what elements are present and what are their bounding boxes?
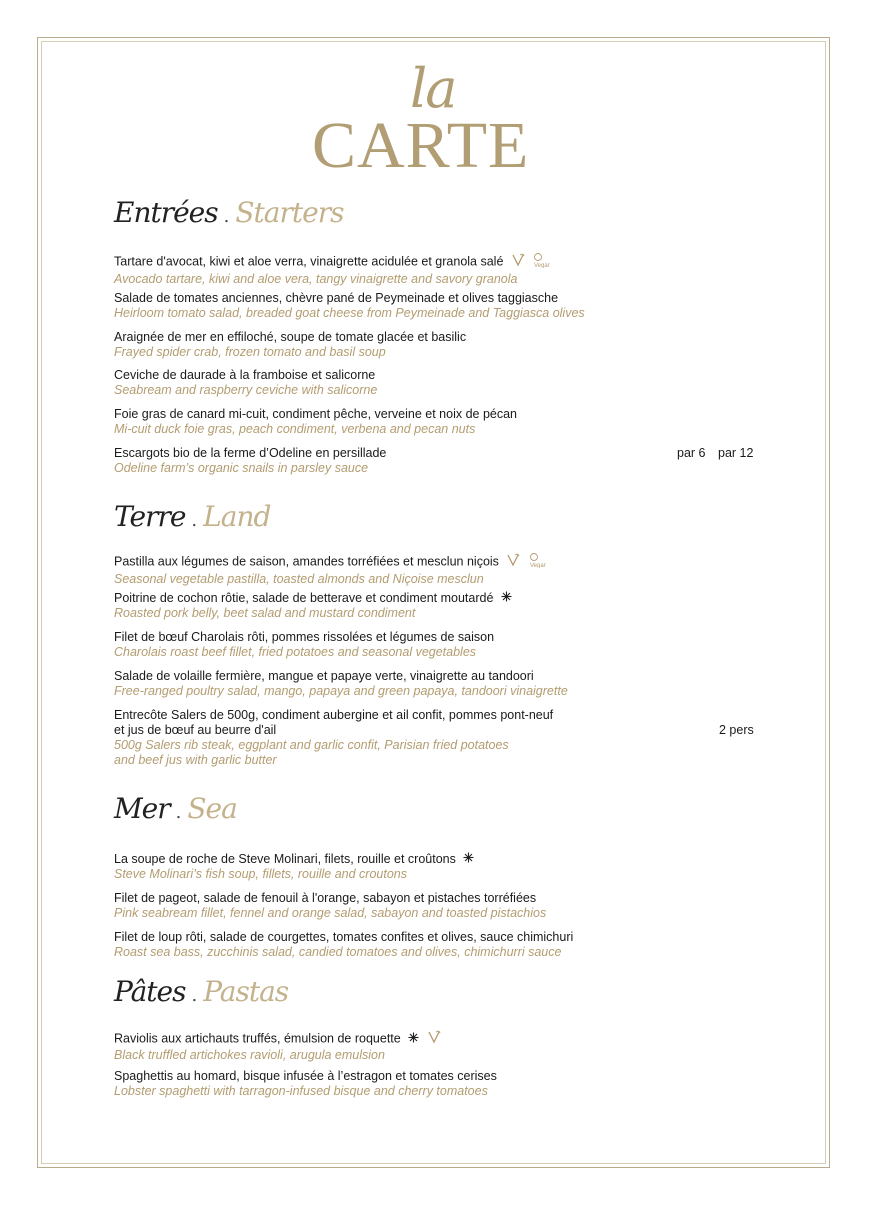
menu-item [114, 669, 774, 699]
section-title-en: Pastas [203, 975, 289, 1008]
price-label: par 6 [677, 446, 706, 460]
dish-name-en: Free-ranged poultry salad, mango, papaya and green papaya, tandoori vinaigrette [114, 684, 568, 698]
menu-item [114, 368, 774, 398]
menu-item [114, 552, 774, 587]
dish-name-fr: Entrecôte Salers de 500g, condiment aubergine et ail confit, pommes pont-neuf [114, 708, 554, 722]
dish-name-fr: Ceviche de daurade à la framboise et salicorne [114, 368, 376, 382]
dish-name-fr: La soupe de roche de Steve Molinari, filets, rouille et croûtons [114, 852, 456, 866]
dish-name-en: Steve Molinari’s fish soup, fillets, rouille and croutons [114, 867, 407, 882]
dish-name-fr: Filet de pageot, salade de fenouil à l'orange, sabayon et pistaches torréfiées [114, 891, 537, 905]
vegan-icon [532, 252, 550, 272]
local-product-icon [463, 852, 474, 867]
vegan-icon [528, 552, 546, 572]
section-heading-land [114, 500, 270, 533]
svg-text:Vegan: Vegan [534, 263, 551, 268]
section-title-en: Land [203, 500, 271, 533]
price-label: par 12 [718, 446, 754, 460]
dish-name-en: Seasonal vegetable pastilla, toasted almonds and Niçoise mesclun [114, 572, 484, 586]
dish-name-en-line2: and beef jus with garlic butter [114, 753, 277, 767]
dish-name-fr: Spaghettis au homard, bisque infusée à l’estragon et tomates cerises [114, 1069, 497, 1083]
menu-item [114, 891, 774, 921]
dish-name-fr: Raviolis aux artichauts truffés, émulsion de roquette [114, 1031, 401, 1046]
vegetarian-icon [506, 553, 520, 571]
dish-name-fr-line2: et jus de bœuf au beurre d'ail [114, 723, 277, 737]
section-title-fr: Mer [114, 792, 170, 825]
menu-item [114, 630, 774, 660]
dish-name-en: 500g Salers rib steak, eggplant and garlic confit, Parisian fried potatoes [114, 738, 509, 752]
dish-name-en: Seabream and raspberry ceviche with salicorne [114, 383, 378, 397]
dish-name-en: Roast sea bass, zucchinis salad, candied tomatoes and olives, chimichurri sauce [114, 945, 562, 959]
dish-name-fr: Pastilla aux légumes de saison, amandes torréfiées et mesclun niçois [114, 554, 499, 569]
menu-item [114, 407, 774, 437]
menu-item [114, 1069, 774, 1099]
section-title-fr: Entrées [114, 196, 218, 229]
dish-name-en: Avocado tartare, kiwi and aloe vera, tangy vinaigrette and savory granola [114, 272, 518, 286]
menu-item [114, 708, 774, 768]
dish-name-fr: Escargots bio de la ferme d’Odeline en persillade [114, 446, 387, 460]
dish-name-fr: Filet de bœuf Charolais rôti, pommes rissolées et légumes de saison [114, 630, 495, 644]
section-heading-starters [114, 196, 343, 229]
menu-item [114, 330, 774, 360]
dish-name-en: Odeline farm’s organic snails in parsley sauce [114, 461, 369, 475]
dish-name-en: Mi-cuit duck foie gras, peach condiment, verbena and pecan nuts [114, 422, 476, 436]
dish-name-en: Lobster spaghetti with tarragon-infused bisque and cherry tomatoes [114, 1084, 488, 1098]
menu-item [114, 252, 774, 287]
section-separator: . [175, 802, 182, 823]
svg-text:Vegan: Vegan [529, 563, 546, 568]
local-product-icon [501, 591, 512, 606]
dish-name-en: Roasted pork belly, beet salad and mustard condiment [114, 606, 416, 621]
dish-name-fr: Araignée de mer en effiloché, soupe de tomate glacée et basilic [114, 330, 467, 344]
section-title-en: Sea [187, 792, 237, 825]
dish-name-en: Charolais roast beef fillet, fried potatoes and seasonal vegetables [114, 645, 477, 659]
vegetarian-icon [427, 1030, 441, 1048]
menu-item [114, 446, 774, 476]
dish-name-fr: Salade de tomates anciennes, chèvre pané de Peymeinade et olives taggiasche [114, 291, 559, 305]
page-title: CARTE [312, 109, 530, 182]
dish-name-fr: Tartare d'avocat, kiwi et aloe verra, vinaigrette acidulée et granola salé [114, 254, 504, 269]
section-title-fr: Pâtes [114, 975, 186, 1008]
menu-item [114, 930, 774, 960]
vegetarian-icon [511, 253, 525, 271]
section-separator: . [191, 510, 198, 531]
section-separator: . [223, 206, 230, 227]
section-title-en: Starters [235, 196, 344, 229]
section-title-fr: Terre [114, 500, 186, 533]
section-separator: . [191, 985, 198, 1006]
dish-name-fr: Salade de volaille fermière, mangue et papaye verte, vinaigrette au tandoori [114, 669, 534, 683]
price-label: 2 pers [719, 723, 754, 737]
title-script: la [410, 57, 456, 120]
menu-item [114, 291, 774, 321]
dish-name-fr: Filet de loup rôti, salade de courgettes, tomates confites et olives, sauce chimichuri [114, 930, 574, 944]
dish-name-fr: Foie gras de canard mi-cuit, condiment pêche, verveine et noix de pécan [114, 407, 518, 421]
dish-name-en: Frayed spider crab, frozen tomato and basil soup [114, 345, 386, 359]
section-heading-pastas [114, 975, 288, 1008]
menu-item [114, 852, 774, 882]
dish-name-en: Pink seabream fillet, fennel and orange salad, sabayon and toasted pistachios [114, 906, 547, 920]
dish-name-fr: Poitrine de cochon rôtie, salade de betterave et condiment moutardé [114, 591, 494, 605]
menu-item [114, 1030, 774, 1063]
section-heading-sea [114, 792, 237, 825]
dish-name-en: Black truffled artichokes ravioli, arugula emulsion [114, 1048, 385, 1062]
local-product-icon [408, 1032, 419, 1047]
menu-item [114, 591, 774, 621]
dish-name-en: Heirloom tomato salad, breaded goat cheese from Peymeinade and Taggiasca olives [114, 306, 585, 320]
